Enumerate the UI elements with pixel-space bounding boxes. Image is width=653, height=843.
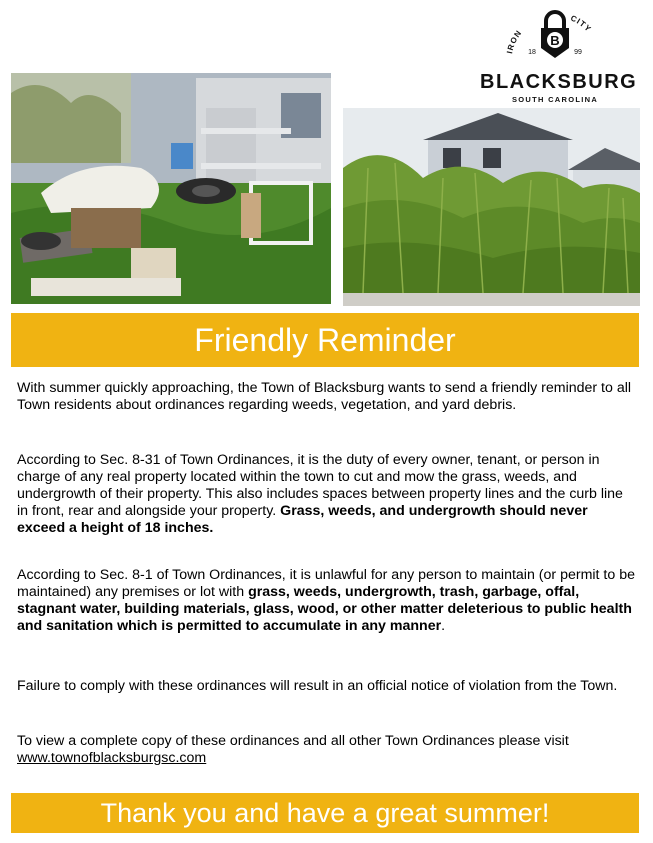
town-logo: [480, 6, 638, 106]
friendly-reminder-banner: Friendly Reminder: [11, 313, 639, 367]
logo-arc-left: IRON: [505, 28, 524, 55]
visit-paragraph: [17, 733, 637, 767]
logo-badge-letter: B: [550, 33, 560, 48]
padlock-badge-icon: [480, 6, 630, 70]
thank-you-banner: Thank you and have a great summer!: [11, 793, 639, 833]
logo-year-left: 18: [528, 49, 536, 56]
logo-subtitle: SOUTH CAROLINA: [511, 95, 599, 104]
ordinance-8-1-end: .: [441, 618, 446, 634]
yard-debris-photo: [11, 73, 331, 304]
ordinance-8-31-bold: Grass, weeds, and undergrowth should never exceed a height of 18 inches.: [17, 503, 588, 536]
visit-text: To view a complete copy of these ordinances and all other Town Ordinances please visit: [17, 733, 569, 749]
ordinance-8-31-paragraph: [17, 452, 637, 537]
ordinance-8-1-text: According to Sec. 8-1 of Town Ordinances, it is unlawful for any person to maintain (or permit to be maintained) any premises or lot with: [17, 567, 635, 600]
ordinance-8-1-paragraph: [17, 567, 637, 635]
intro-paragraph: With summer quickly approaching, the Town of Blacksburg wants to send a friendly reminder to all Town residents about ordinances regarding weeds, vegetation, and yard debris.: [17, 380, 632, 413]
overgrown-grass-photo: [343, 108, 640, 306]
violation-paragraph: Failure to comply with these ordinances will result in an official notice of violation from the Town.: [17, 678, 618, 694]
logo-year-right: 99: [574, 49, 582, 56]
town-website-link[interactable]: www.townofblacksburgsc.com: [17, 750, 207, 766]
logo-arc-right: CITY: [569, 13, 594, 34]
ordinance-8-31-text: According to Sec. 8-31 of Town Ordinances, it is the duty of every owner, tenant, or person in charge of any real property located within the town to cut and mow the grass, weeds, and undergrowth of their property. This also includes spaces between property lines and the curb line in front, rear and alongside your property.: [17, 452, 623, 519]
ordinance-8-1-bold: grass, weeds, undergrowth, trash, garbage, offal, stagnant water, building materials, glass, wood, or other matter deleterious to public health and sanitation which is permitted to accumulate in any manner: [17, 584, 632, 634]
logo-name: BLACKSBURG: [480, 71, 638, 93]
